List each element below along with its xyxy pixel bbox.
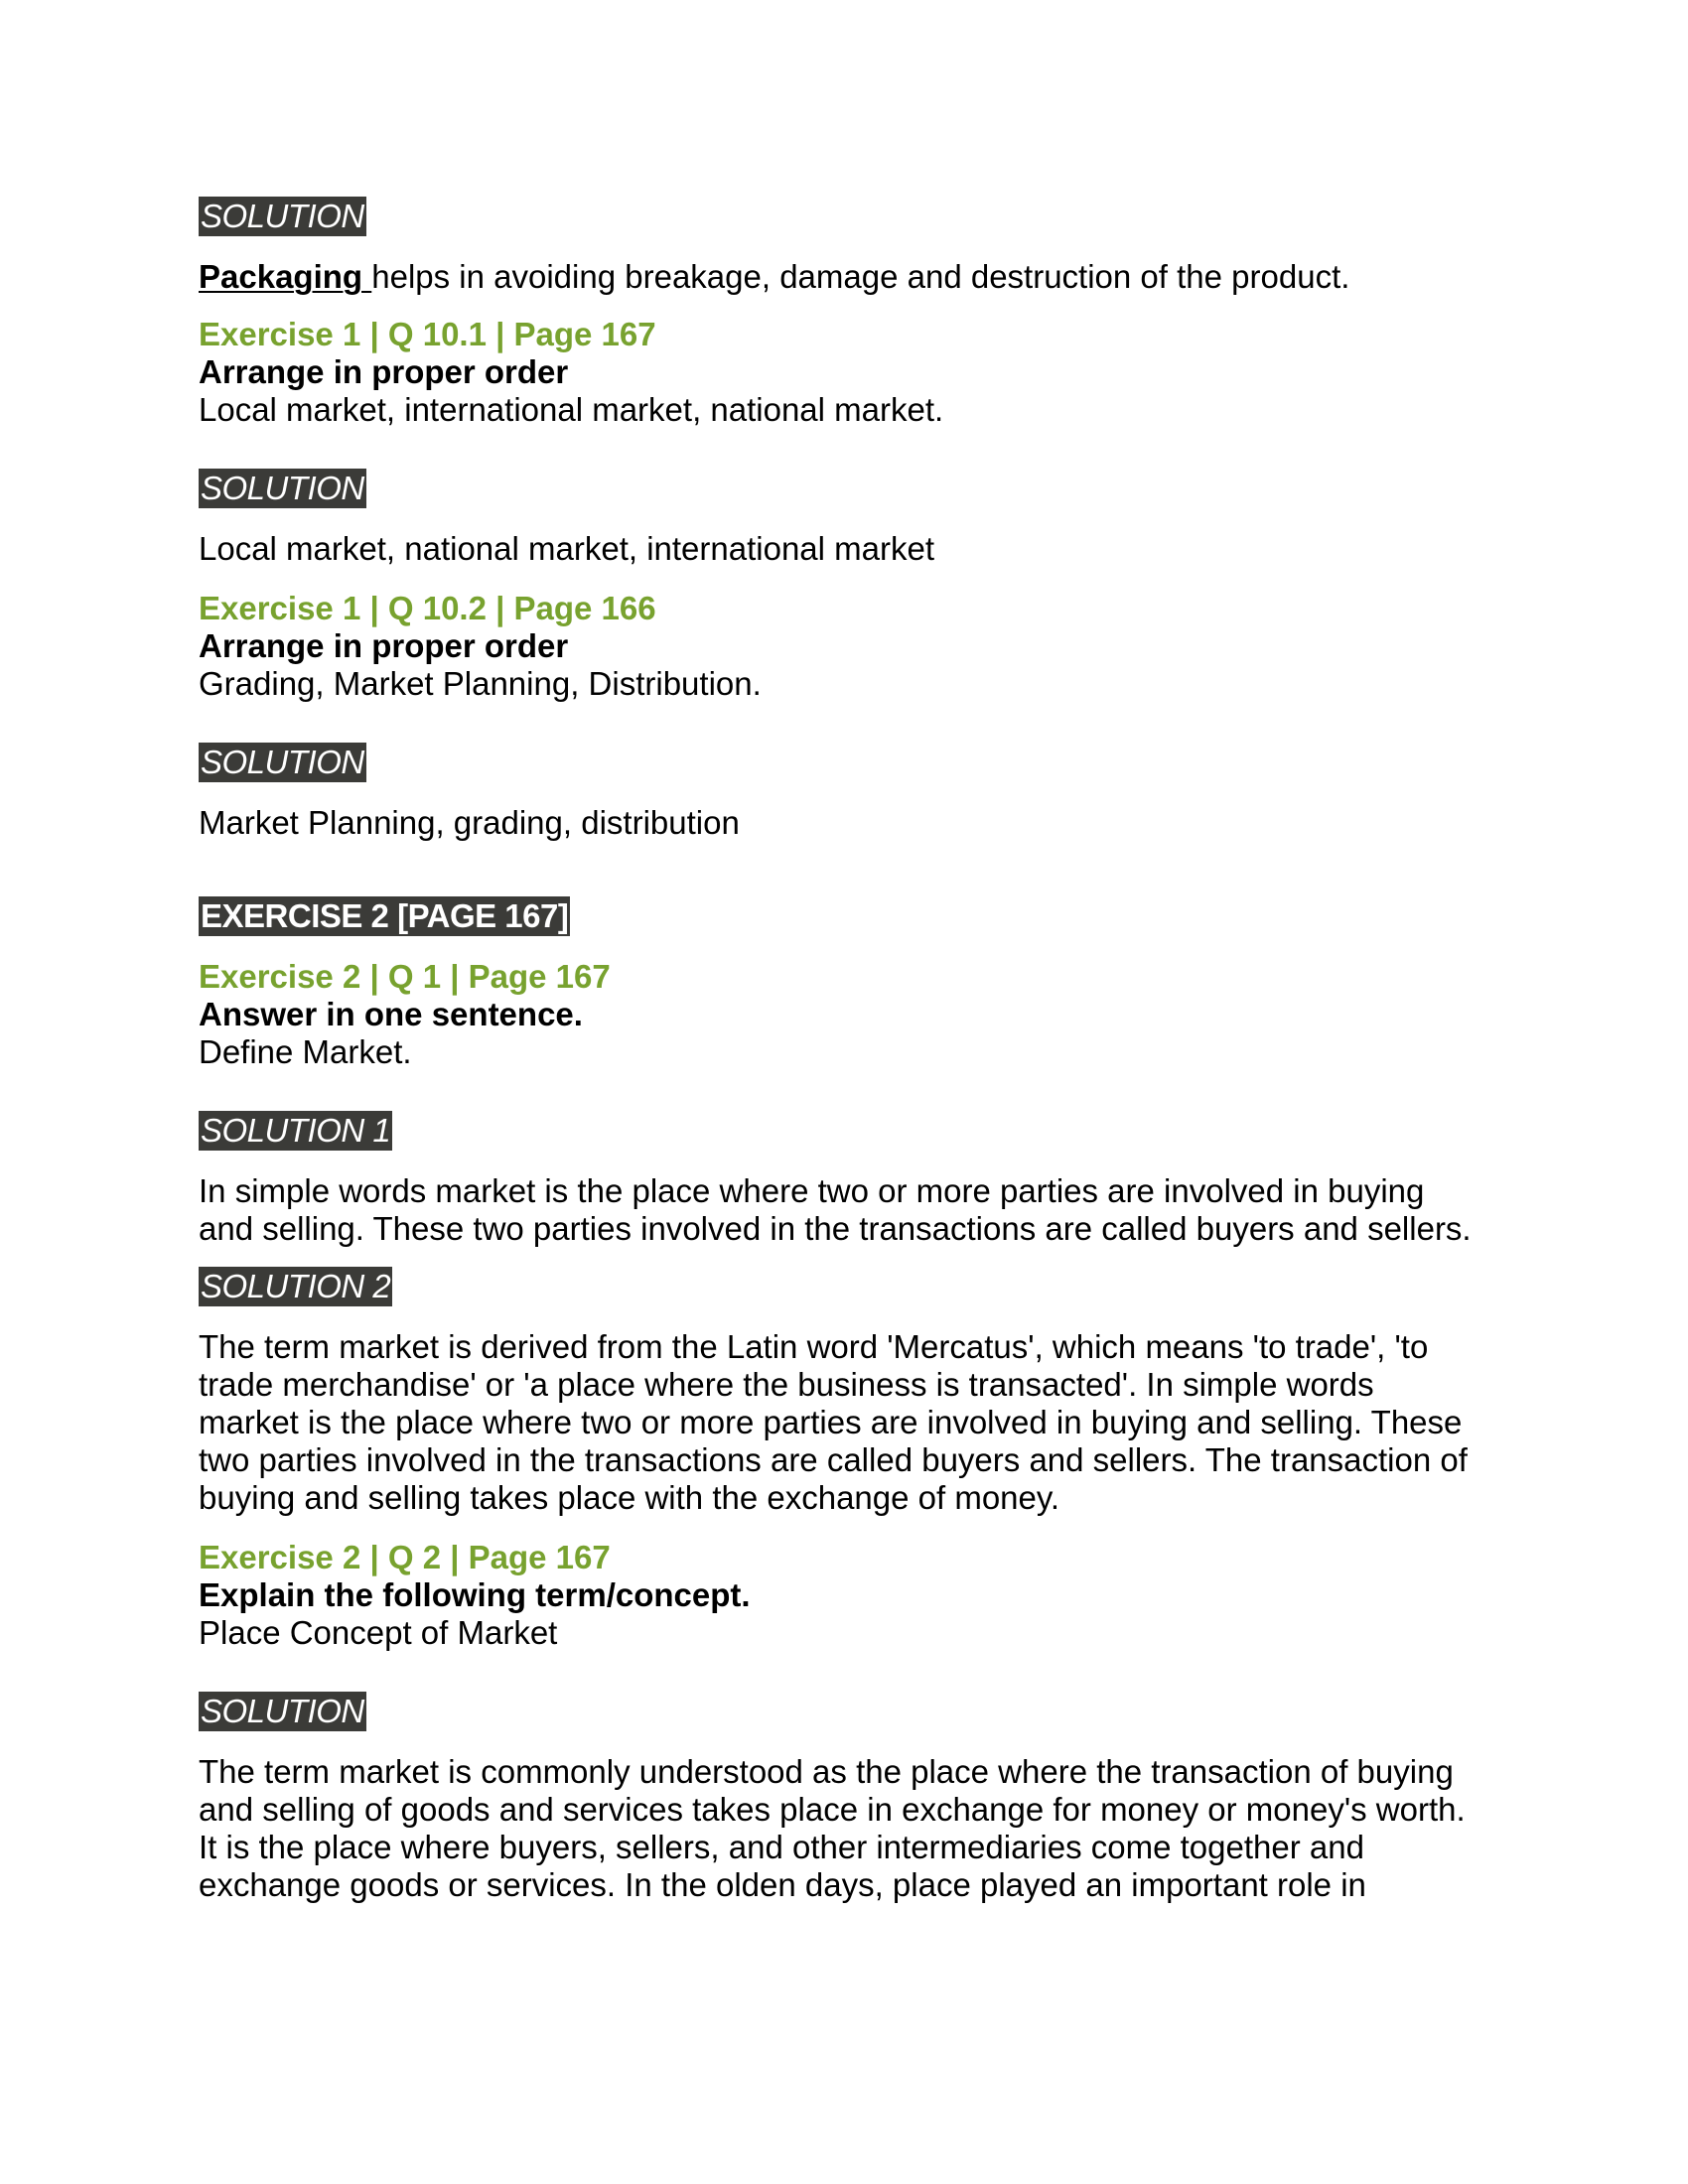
question-block [199,1539,751,1652]
text-line: trade merchandise' or 'a place where the business is transacted'. In simple words [199,1366,1374,1403]
solution-label: SOLUTION 2 [201,1268,391,1304]
solution-text: Local market, national market, international market [199,530,935,567]
text-line: two parties involved in the transactions are called buyers and sellers. The transaction of [199,1441,1468,1478]
solution-paragraph [199,1172,1472,1248]
solution-paragraph [199,1753,1466,1904]
solution-label: SOLUTION [201,198,364,234]
text-line: exchange goods or services. In the olden days, place played an important role in [199,1866,1366,1903]
question-text: Grading, Market Planning, Distribution. [199,665,762,702]
solution-label: SOLUTION [201,470,364,506]
question-title: Arrange in proper order [199,353,569,390]
solution-label: SOLUTION 1 [201,1112,391,1149]
question-text: Place Concept of Market [199,1614,558,1651]
question-heading: Exercise 1 | Q 10.1 | Page 167 [199,316,656,352]
key-term: Packaging [199,258,372,295]
solution-paragraph [199,1328,1468,1517]
question-block [199,958,611,1071]
text-line: In simple words market is the place where two or more parties are involved in buying [199,1172,1425,1209]
text-line: The term market is commonly understood as the place where the transaction of buying [199,1753,1454,1790]
question-block [199,316,943,429]
question-title: Explain the following term/concept. [199,1576,751,1613]
exercise-heading: EXERCISE 2 [PAGE 167] [201,897,569,934]
question-title: Answer in one sentence. [199,996,583,1032]
question-text: Local market, international market, national market. [199,391,944,428]
solution-label: SOLUTION [201,1693,364,1729]
question-heading: Exercise 2 | Q 1 | Page 167 [199,958,611,995]
text-line: buying and selling takes place with the exchange of money. [199,1479,1060,1516]
question-block [199,590,762,703]
text-line: market is the place where two or more parties are involved in buying and selling. These [199,1404,1463,1440]
solution-label: SOLUTION [201,744,364,780]
solution-text: Packaging helps in avoiding breakage, damage and destruction of the product. [199,258,1350,295]
solution-text: Market Planning, grading, distribution [199,804,740,841]
text-line: The term market is derived from the Latin word 'Mercatus', which means 'to trade', 'to [199,1328,1429,1365]
text-line: It is the place where buyers, sellers, and other intermediaries come together and [199,1829,1364,1865]
question-heading: Exercise 2 | Q 2 | Page 167 [199,1539,611,1575]
question-title: Arrange in proper order [199,627,569,664]
question-heading: Exercise 1 | Q 10.2 | Page 166 [199,590,656,626]
text-line: and selling. These two parties involved in the transactions are called buyers and sellers. [199,1210,1472,1247]
question-text: Define Market. [199,1033,412,1070]
text-line: and selling of goods and services takes place in exchange for money or money's worth. [199,1791,1466,1828]
